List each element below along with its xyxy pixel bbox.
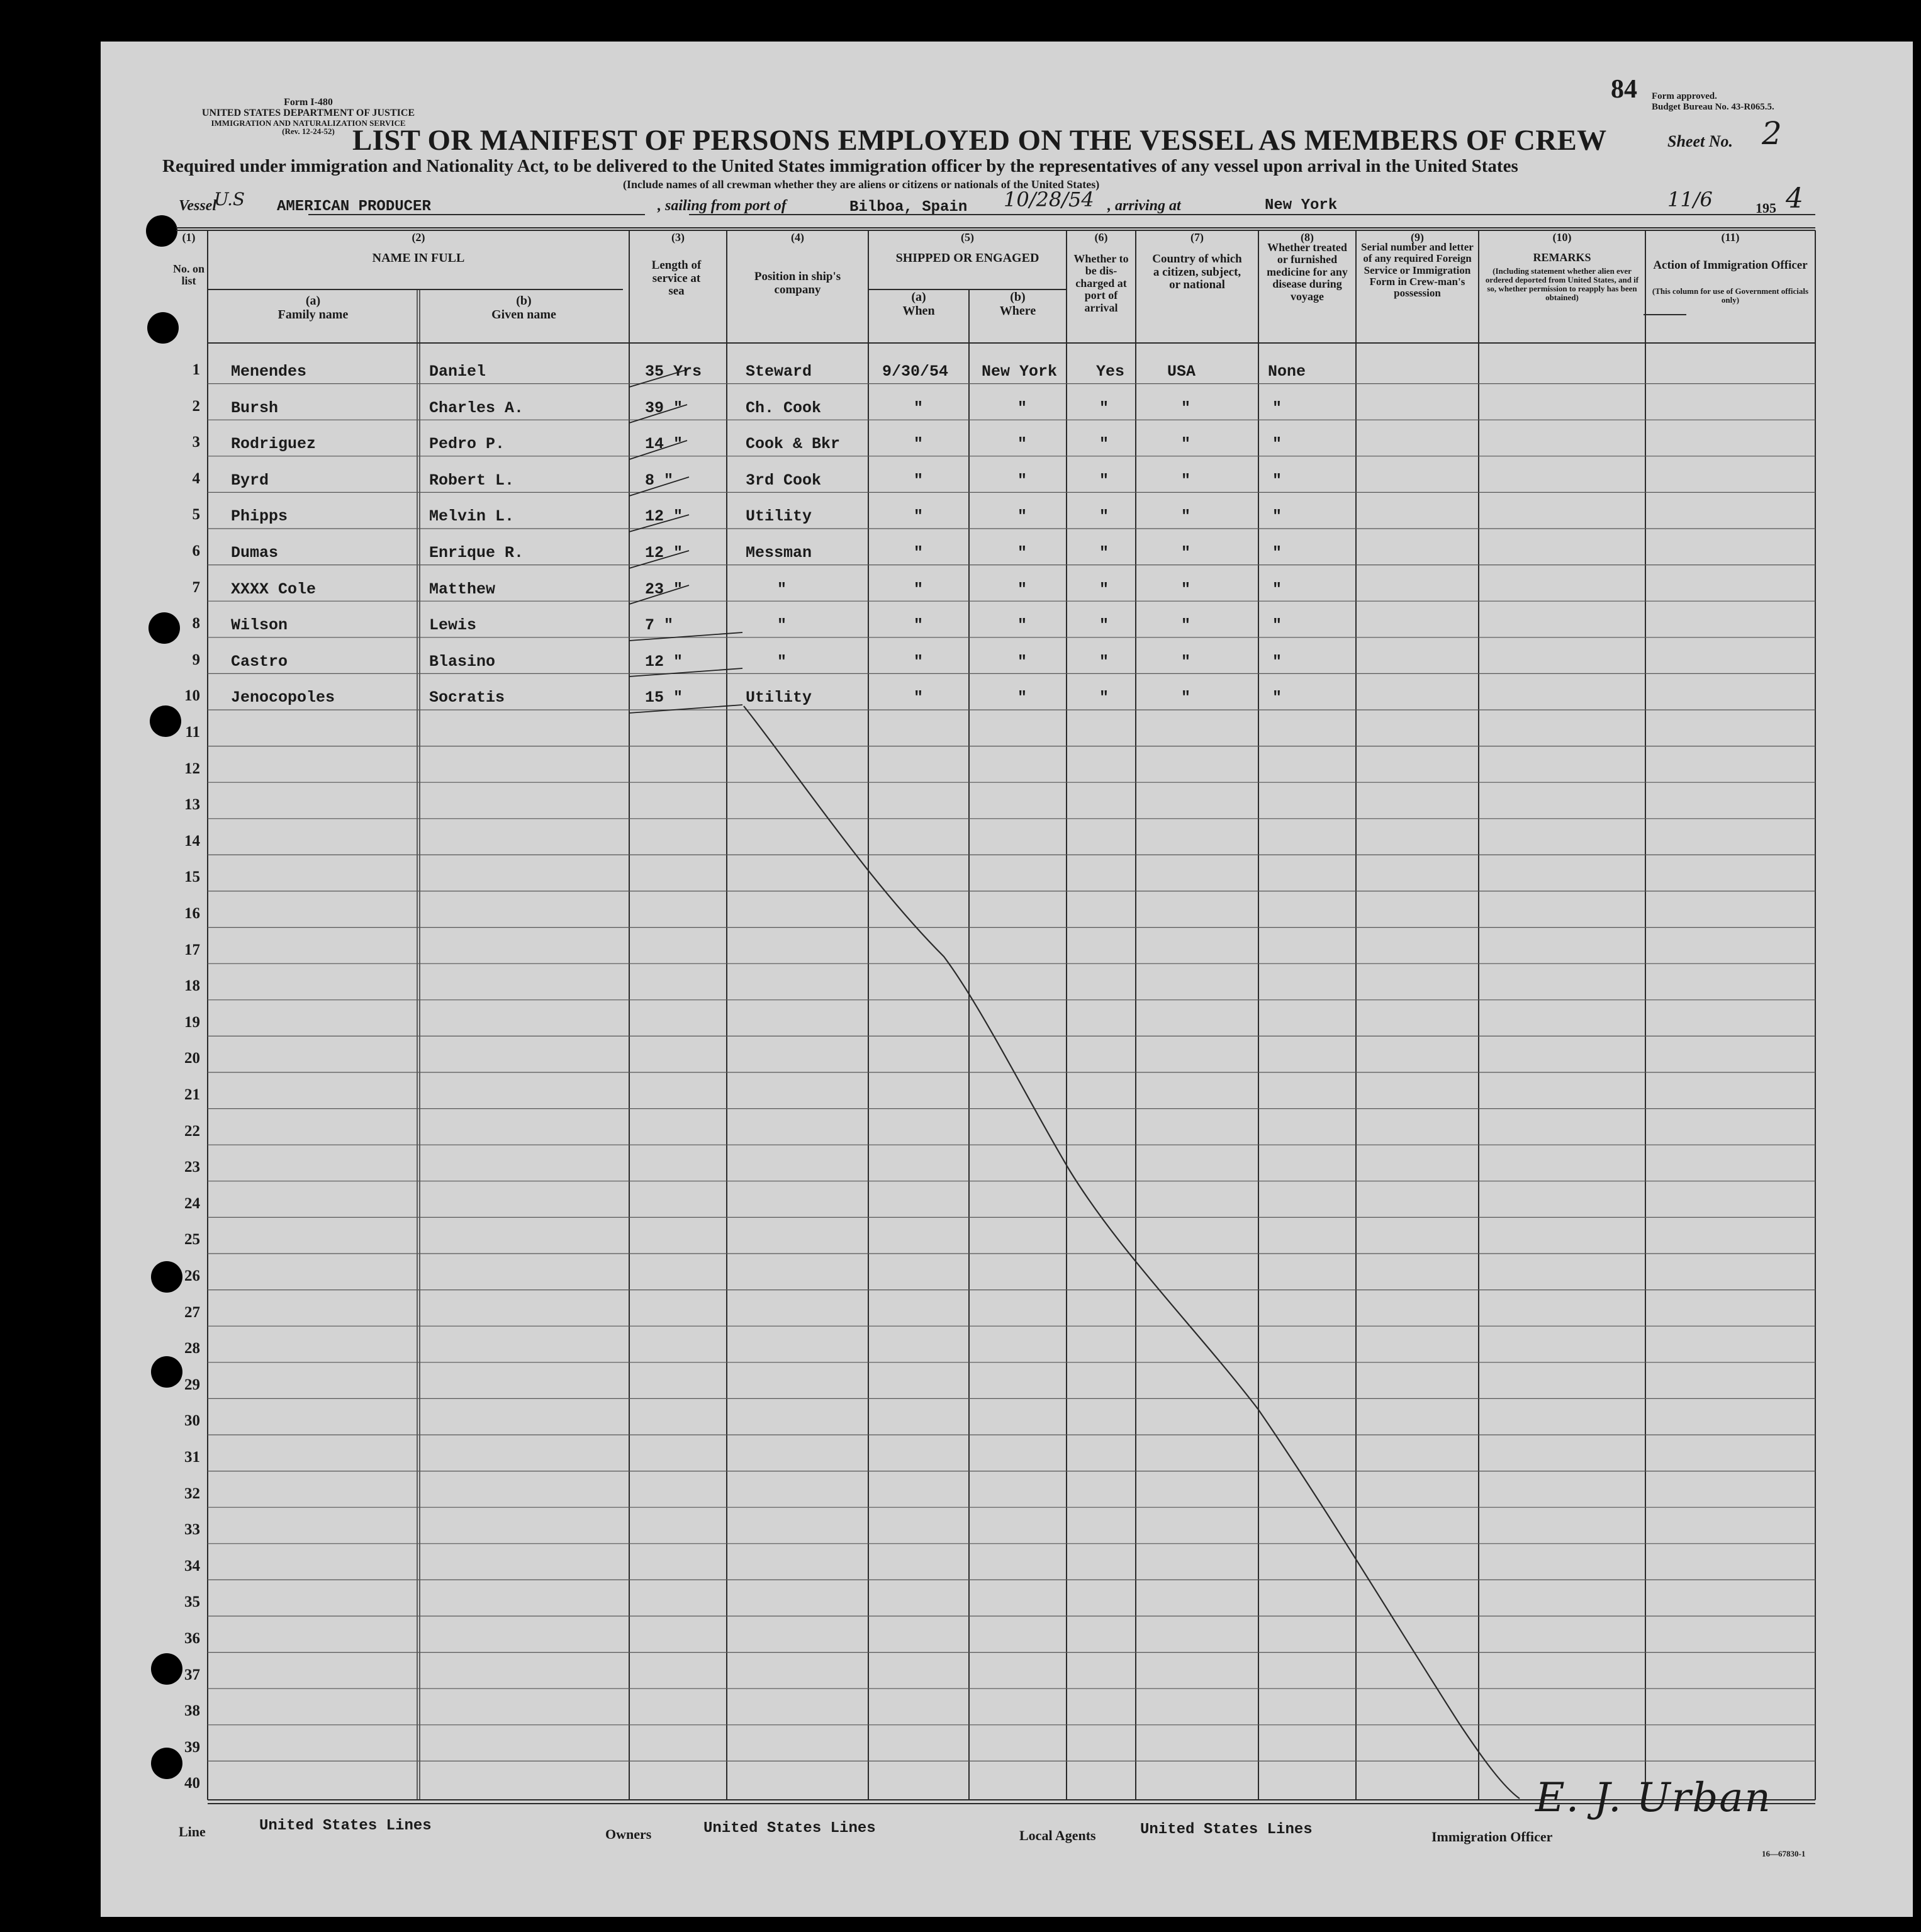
shipped-where-cell: New York bbox=[982, 362, 1058, 381]
agents-label: Local Agents bbox=[1019, 1828, 1096, 1843]
family-name-cell: Byrd bbox=[231, 471, 269, 490]
row-number: 38 bbox=[184, 1702, 200, 1720]
sailing-date: 10/28/54 bbox=[1004, 188, 1094, 211]
agents-value: United States Lines bbox=[1140, 1821, 1313, 1838]
service-cell: 23 " bbox=[645, 580, 683, 598]
col-header-shipped: SHIPPED OR ENGAGED bbox=[895, 251, 1039, 265]
col-header-8-num: (8) bbox=[1301, 231, 1314, 244]
row-number: 4 bbox=[192, 469, 200, 487]
discharge-cell: " bbox=[1099, 471, 1109, 490]
country-cell: " bbox=[1181, 435, 1191, 454]
discharge-cell: " bbox=[1099, 435, 1109, 454]
position-cell: Utility bbox=[746, 688, 812, 707]
country-cell: " bbox=[1181, 471, 1191, 490]
service-cell: 12 " bbox=[645, 544, 683, 562]
family-name-cell: Bursh bbox=[231, 398, 279, 417]
shipped-when-cell: " bbox=[914, 507, 924, 526]
row-number: 16 bbox=[184, 905, 200, 922]
row-number: 24 bbox=[184, 1194, 200, 1212]
col-header-name-in-full: NAME IN FULL bbox=[372, 251, 465, 265]
given-name-cell: Pedro P. bbox=[429, 435, 505, 454]
row-number: 2 bbox=[192, 397, 200, 415]
row-number: 6 bbox=[192, 542, 200, 559]
discharge-cell: " bbox=[1099, 688, 1109, 707]
medicine-cell: " bbox=[1272, 471, 1282, 490]
col-header-4-num: (4) bbox=[791, 231, 804, 244]
discharge-cell: " bbox=[1099, 507, 1109, 526]
sheet-number: 2 bbox=[1762, 115, 1782, 152]
col-header-medicine: Whether treated or furnished medicine for any disease during voyage bbox=[1267, 241, 1348, 303]
row-number: 9 bbox=[192, 651, 200, 668]
sailing-label: , sailing from port of bbox=[658, 198, 787, 214]
row-number: 32 bbox=[184, 1485, 200, 1502]
arrival-date: 11/6 bbox=[1667, 188, 1713, 211]
col-header-remarks: REMARKS bbox=[1533, 251, 1591, 264]
shipped-where-cell: " bbox=[1017, 398, 1028, 417]
medicine-cell: " bbox=[1272, 580, 1282, 598]
shipped-where-cell: " bbox=[1017, 544, 1028, 562]
row-number: 8 bbox=[192, 615, 200, 632]
col-header-1-num: (1) bbox=[182, 231, 196, 244]
arrival-port: New York bbox=[1265, 197, 1338, 214]
row-number: 7 bbox=[192, 578, 200, 596]
medicine-cell: " bbox=[1272, 435, 1282, 454]
col-header-family-name: (a) Family name bbox=[277, 294, 349, 322]
department-name: UNITED STATES DEPARTMENT OF JUSTICE bbox=[201, 107, 415, 118]
col-header-remarks-note: (Including statement whether alien ever ordered deported from United States, and if so, whether permission to reapply has been obtained) bbox=[1485, 266, 1639, 303]
row-number: 11 bbox=[185, 724, 200, 741]
col-header-where: (b) Where bbox=[999, 290, 1036, 318]
position-cell: Ch. Cook bbox=[746, 398, 822, 417]
position-cell: " bbox=[777, 652, 787, 671]
row-number: 25 bbox=[184, 1231, 200, 1249]
discharge-cell: " bbox=[1099, 652, 1109, 671]
country-cell: " bbox=[1181, 616, 1191, 635]
col-header-7-num: (7) bbox=[1190, 231, 1204, 244]
sailing-port: Bilboa, Spain bbox=[849, 199, 968, 216]
row-number: 34 bbox=[184, 1557, 200, 1575]
family-name-cell: Menendes bbox=[231, 362, 307, 381]
medicine-cell: " bbox=[1272, 544, 1282, 562]
medicine-cell: " bbox=[1272, 652, 1282, 671]
row-number: 35 bbox=[184, 1593, 200, 1611]
col-header-3-num: (3) bbox=[671, 231, 685, 244]
shipped-when-cell: " bbox=[914, 652, 924, 671]
given-name-cell: Melvin L. bbox=[429, 507, 515, 526]
col-header-country: Country of which a citizen, subject, or national bbox=[1152, 252, 1242, 292]
given-name-cell: Daniel bbox=[429, 362, 486, 381]
col-header-6-num: (6) bbox=[1094, 231, 1108, 244]
row-number: 30 bbox=[184, 1412, 200, 1430]
position-cell: Utility bbox=[746, 507, 812, 526]
row-number: 29 bbox=[184, 1376, 200, 1393]
col-header-discharged: Whether to be dis-charged at port of arrival bbox=[1073, 252, 1129, 314]
col-header-when: (a) When bbox=[902, 290, 935, 318]
position-cell: " bbox=[777, 580, 787, 598]
row-number: 37 bbox=[184, 1666, 200, 1683]
vessel-prefix: U.S bbox=[214, 189, 245, 210]
subtitle: Required under immigration and Nationality Act, to be delivered to the United States immigration officer by the representatives of any vessel upon arrival in the United States bbox=[162, 156, 1518, 176]
corner-number: 84 bbox=[1611, 75, 1637, 104]
shipped-when-cell: " bbox=[914, 616, 924, 635]
col-header-no-on-list: No. on list bbox=[172, 262, 204, 288]
owners-label: Owners bbox=[605, 1826, 652, 1842]
col-header-11-num: (11) bbox=[1721, 231, 1740, 244]
row-number: 13 bbox=[184, 796, 200, 814]
row-number: 31 bbox=[184, 1449, 200, 1466]
row-number: 10 bbox=[184, 687, 200, 705]
shipped-where-cell: " bbox=[1017, 507, 1028, 526]
discharge-cell: " bbox=[1099, 398, 1109, 417]
country-cell: " bbox=[1181, 544, 1191, 562]
sheet-label: Sheet No. bbox=[1667, 132, 1733, 150]
medicine-cell: None bbox=[1268, 362, 1306, 381]
col-header-2-num: (2) bbox=[412, 231, 425, 244]
family-name-cell: Dumas bbox=[231, 544, 279, 562]
service-cell: 12 " bbox=[645, 507, 683, 526]
given-name-cell: Charles A. bbox=[429, 398, 524, 417]
include-note: (Include names of all crewman whether they are aliens or citizens or nationals of the United States) bbox=[623, 178, 1100, 191]
family-name-cell: Rodriguez bbox=[231, 435, 316, 454]
country-cell: " bbox=[1181, 507, 1191, 526]
row-number: 39 bbox=[184, 1738, 200, 1756]
row-number: 21 bbox=[184, 1086, 200, 1103]
medicine-cell: " bbox=[1272, 507, 1282, 526]
family-name-cell: Jenocopoles bbox=[231, 688, 335, 707]
given-name-cell: Robert L. bbox=[429, 471, 515, 490]
row-number: 20 bbox=[184, 1050, 200, 1067]
shipped-where-cell: " bbox=[1017, 652, 1028, 671]
row-number: 22 bbox=[184, 1122, 200, 1140]
row-number: 1 bbox=[192, 361, 200, 378]
officer-signature: E. J. Urban bbox=[1535, 1775, 1772, 1821]
col-header-10-num: (10) bbox=[1552, 231, 1572, 244]
country-cell: " bbox=[1181, 688, 1191, 707]
shipped-when-cell: " bbox=[914, 398, 924, 417]
position-cell: Steward bbox=[746, 362, 812, 381]
service-cell: 7 " bbox=[645, 616, 674, 635]
country-cell: " bbox=[1181, 398, 1191, 417]
form-number: Form I-480 bbox=[284, 97, 333, 108]
discharge-cell: " bbox=[1099, 580, 1109, 598]
given-name-cell: Lewis bbox=[429, 616, 477, 635]
position-cell: Cook & Bkr bbox=[746, 435, 841, 454]
shipped-when-cell: " bbox=[914, 580, 924, 598]
family-name-cell: Wilson bbox=[231, 616, 288, 635]
col-header-action-note: (This column for use of Government officials only) bbox=[1652, 286, 1809, 305]
discharge-cell: " bbox=[1099, 616, 1109, 635]
line-label: Line bbox=[179, 1824, 206, 1839]
shipped-when-cell: " bbox=[914, 544, 924, 562]
vessel-name: AMERICAN PRODUCER bbox=[277, 198, 431, 215]
shipped-where-cell: " bbox=[1017, 616, 1028, 635]
row-number: 19 bbox=[184, 1013, 200, 1031]
discharge-cell: Yes bbox=[1096, 362, 1125, 381]
position-cell: " bbox=[777, 616, 787, 635]
col-header-9-num: (9) bbox=[1411, 231, 1424, 244]
row-number: 3 bbox=[192, 434, 200, 451]
discharge-cell: " bbox=[1099, 544, 1109, 562]
officer-label: Immigration Officer bbox=[1431, 1829, 1553, 1845]
shipped-when-cell: " bbox=[914, 435, 924, 454]
shipped-where-cell: " bbox=[1017, 471, 1028, 490]
service-cell: 39 " bbox=[645, 398, 683, 417]
col-header-serial: Serial number and letter of any required Foreign Service or Immigration Form in Crew-man's possession bbox=[1361, 241, 1474, 300]
shipped-where-cell: " bbox=[1017, 688, 1028, 707]
row-number: 33 bbox=[184, 1521, 200, 1539]
cancel-stroke bbox=[744, 706, 1520, 1799]
medicine-cell: " bbox=[1272, 688, 1282, 707]
row-number: 18 bbox=[184, 977, 200, 995]
given-name-cell: Enrique R. bbox=[429, 544, 524, 562]
shipped-where-cell: " bbox=[1017, 435, 1028, 454]
line-value: United States Lines bbox=[259, 1817, 432, 1834]
position-cell: 3rd Cook bbox=[746, 471, 822, 490]
service-cell: 12 " bbox=[645, 652, 683, 671]
year-suffix: 4 bbox=[1786, 183, 1803, 215]
arriving-label: , arriving at bbox=[1107, 198, 1181, 214]
year-prefix: 195 bbox=[1756, 200, 1776, 216]
position-cell: Messman bbox=[746, 544, 812, 562]
form-print-code: 16—67830-1 bbox=[1762, 1849, 1806, 1858]
row-number: 28 bbox=[184, 1340, 200, 1357]
country-cell: " bbox=[1181, 580, 1191, 598]
row-number: 26 bbox=[184, 1267, 200, 1284]
row-number: 12 bbox=[184, 760, 200, 777]
revision: (Rev. 12-24-52) bbox=[282, 126, 335, 137]
col-header-position: Position in ship's company bbox=[754, 270, 841, 296]
row-number: 27 bbox=[184, 1303, 200, 1321]
service-cell: 14 " bbox=[645, 435, 683, 454]
family-name-cell: XXXX Cole bbox=[231, 580, 316, 598]
col-header-action: Action of Immigration Officer bbox=[1653, 259, 1808, 272]
medicine-cell: " bbox=[1272, 616, 1282, 635]
row-number: 40 bbox=[184, 1775, 200, 1792]
shipped-when-cell: " bbox=[914, 471, 924, 490]
family-name-cell: Phipps bbox=[231, 507, 288, 526]
col-header-service: Length of service at sea bbox=[651, 259, 702, 298]
budget-bureau: Budget Bureau No. 43-R065.5. bbox=[1652, 101, 1774, 112]
given-name-cell: Socratis bbox=[429, 688, 505, 707]
family-name-cell: Castro bbox=[231, 652, 288, 671]
row-number: 23 bbox=[184, 1159, 200, 1176]
shipped-where-cell: " bbox=[1017, 580, 1028, 598]
row-number: 14 bbox=[184, 832, 200, 850]
page-title: LIST OR MANIFEST OF PERSONS EMPLOYED ON THE VESSEL AS MEMBERS OF CREW bbox=[352, 124, 1607, 157]
given-name-cell: Matthew bbox=[429, 580, 496, 598]
owners-value: United States Lines bbox=[703, 1820, 876, 1837]
row-number: 36 bbox=[184, 1630, 200, 1647]
form-approved: Form approved. bbox=[1652, 91, 1717, 101]
shipped-when-cell: " bbox=[914, 688, 924, 707]
row-number: 17 bbox=[184, 941, 200, 958]
country-cell: " bbox=[1181, 652, 1191, 671]
service-cell: 35 Yrs bbox=[645, 362, 702, 381]
col-header-5-num: (5) bbox=[961, 231, 974, 244]
service-cell: 15 " bbox=[645, 688, 683, 707]
service-name: IMMIGRATION AND NATURALIZATION SERVICE bbox=[211, 118, 406, 128]
col-header-given-name: (b) Given name bbox=[491, 294, 556, 322]
service-cell: 8 " bbox=[645, 471, 674, 490]
shipped-when-cell: 9/30/54 bbox=[882, 362, 949, 381]
country-cell: USA bbox=[1167, 362, 1196, 381]
given-name-cell: Blasino bbox=[429, 652, 496, 671]
row-number: 15 bbox=[184, 868, 200, 886]
medicine-cell: " bbox=[1272, 398, 1282, 417]
row-number: 5 bbox=[192, 506, 200, 524]
vessel-label: Vessel bbox=[179, 198, 216, 214]
